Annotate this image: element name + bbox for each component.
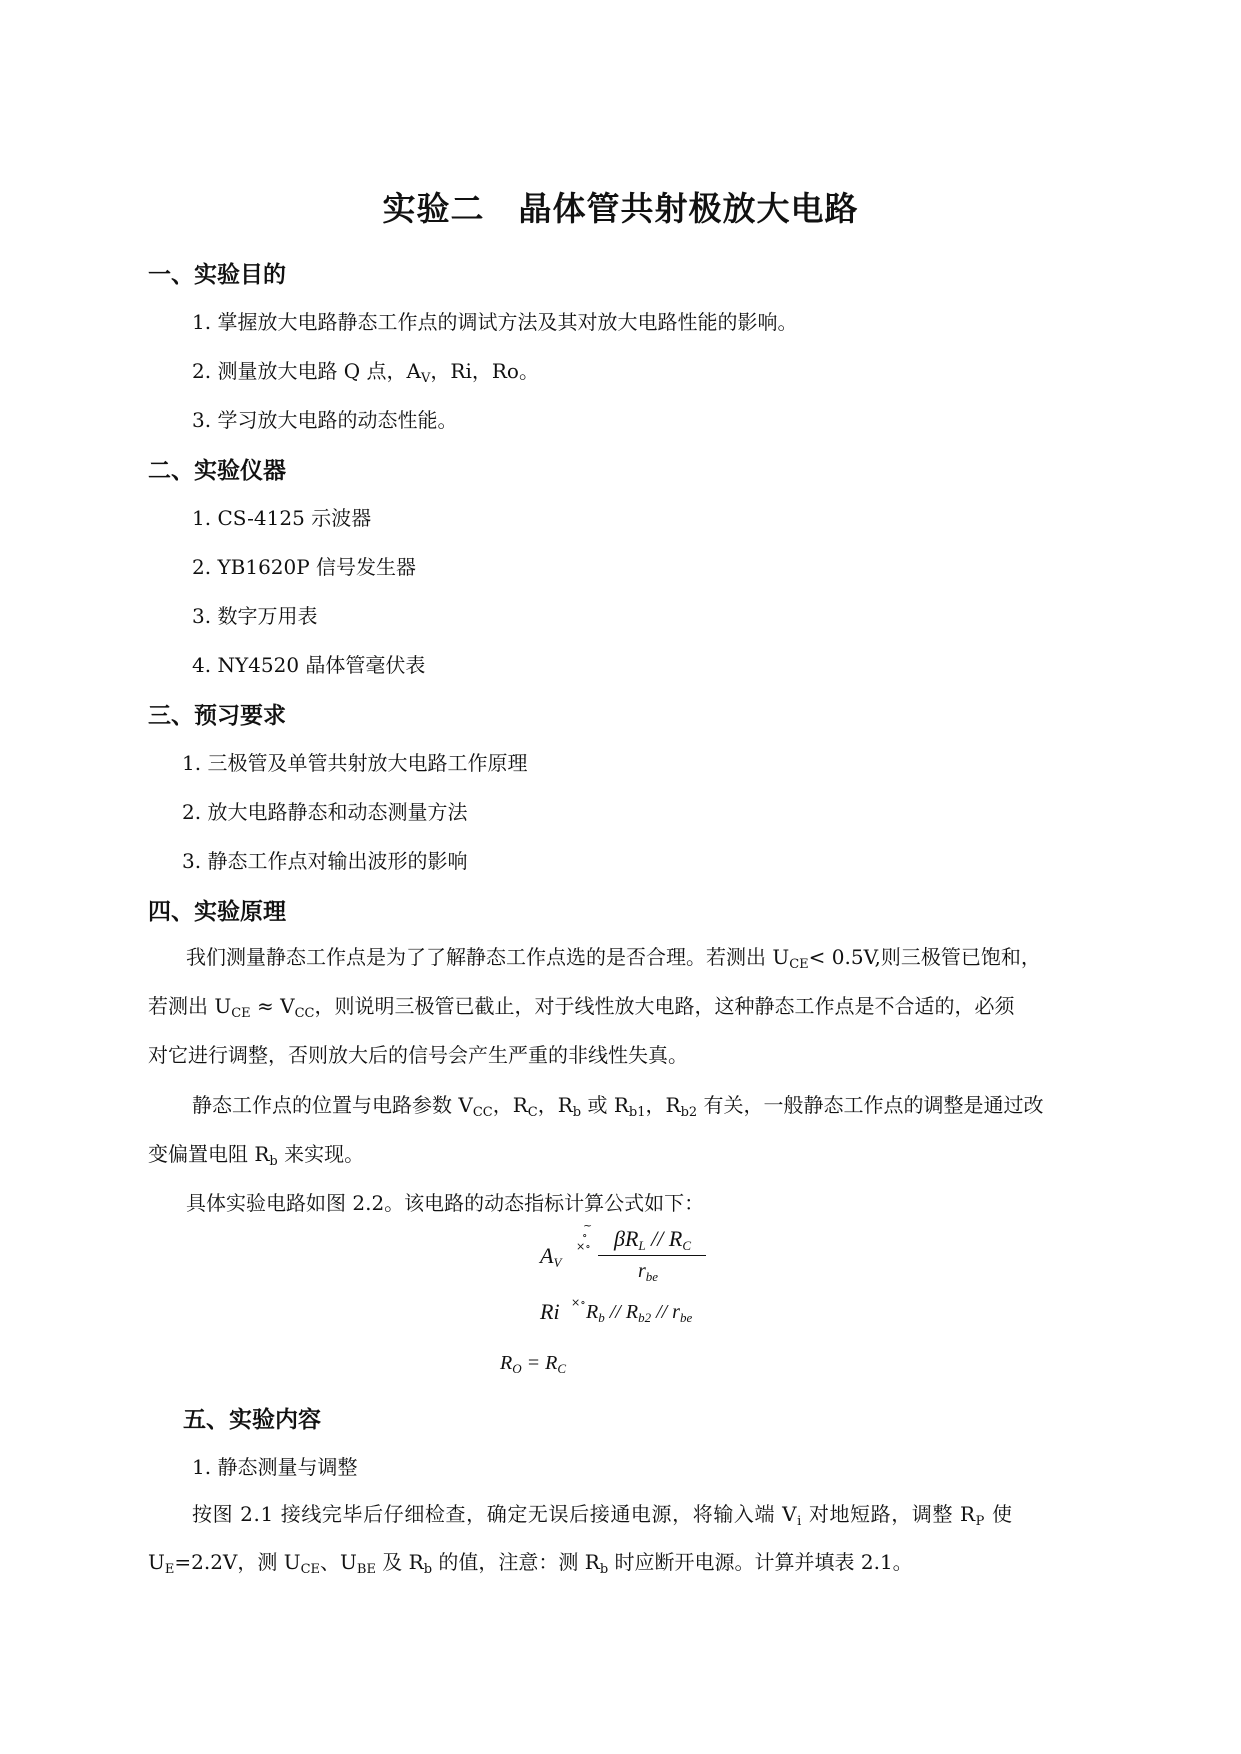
paragraph-line: 具体实验电路如图 2.2。该电路的动态指标计算公式如下：: [186, 1191, 705, 1215]
list-item: 4. NY4520 晶体管毫伏表: [192, 653, 426, 677]
heading-instruments: 二、实验仪器: [148, 458, 286, 484]
heading-content: 五、实验内容: [183, 1407, 321, 1433]
list-item: 2. YB1620P 信号发生器: [192, 555, 417, 579]
list-item: 1. 三极管及单管共射放大电路工作原理: [182, 751, 528, 775]
formula-av-denominator: $r_{be}$: [638, 1260, 659, 1284]
list-item: 3. 静态工作点对输出波形的影响: [182, 849, 468, 873]
heading-preview: 三、预习要求: [148, 703, 286, 729]
paragraph-line: 静态工作点的位置与电路参数 $V_{CC}$，$R_C$，$R_b$ 或 $R_{b1}$，$R_{b2}$ 有关，一般静态工作点的调整是通过改: [192, 1093, 1044, 1120]
list-item: 1. 掌握放大电路静态工作点的调试方法及其对放大电路性能的影响。: [192, 310, 798, 334]
list-item: 2. 测量放大电路 Q 点，$A_V$，Ri，Ro。: [192, 359, 539, 386]
formula-ri-rhs: $R_b // R_{b2} // r_{be}$: [586, 1301, 693, 1325]
formula-glyph: ×∘: [571, 1296, 586, 1309]
paragraph-line: 我们测量静态工作点是为了了解静态工作点选的是否合理。若测出 $U_{CE}< 0.5V$,则三极管已饱和，: [186, 945, 1041, 972]
list-item: 3. 学习放大电路的动态性能。: [192, 408, 458, 432]
formula-ro: $R_O = R_C$: [500, 1352, 566, 1376]
list-item: 1. CS-4125 示波器: [192, 506, 372, 530]
heading-principle: 四、实验原理: [148, 899, 286, 925]
paragraph-line: $U_E=2.2V$，测 $U_{CE}$、$U_{BE}$ 及 $R_b$ 的值，注意：测 $R_b$ 时应断开电源。计算并填表 2.1。: [148, 1550, 913, 1577]
formula-glyph: ×∘: [576, 1240, 591, 1253]
list-item: 1. 静态测量与调整: [192, 1455, 358, 1479]
list-item: 2. 放大电路静态和动态测量方法: [182, 800, 468, 824]
paragraph-line: 若测出 $U_{CE} \approx V_{CC}$，则说明三极管已截止，对于线性放大电路，这种静态工作点是不合适的，必须: [148, 994, 1015, 1021]
paragraph-line: 变偏置电阻 $R_b$ 来实现。: [148, 1142, 365, 1169]
formula-av-lhs: $A_V$: [540, 1243, 562, 1270]
paragraph-line: 对它进行调整，否则放大后的信号会产生严重的非线性失真。: [148, 1043, 688, 1067]
formula-glyph: ∘: [582, 1229, 588, 1242]
list-item: 3. 数字万用表: [192, 604, 318, 628]
heading-purpose: 一、实验目的: [148, 262, 286, 288]
formula-glyph: ~: [583, 1219, 593, 1232]
formula-ri-lhs: Ri: [540, 1299, 560, 1324]
paragraph-line: 按图 2.1 接线完毕后仔细检查，确定无误后接通电源，将输入端 $V_i$ 对地短路，调整 $R_P$ 使: [192, 1502, 1013, 1529]
formula-av-numerator: $\beta R_L // R_C$: [614, 1226, 691, 1253]
fraction-bar: [598, 1255, 706, 1256]
page-title: 实验二 晶体管共射极放大电路: [382, 189, 859, 228]
